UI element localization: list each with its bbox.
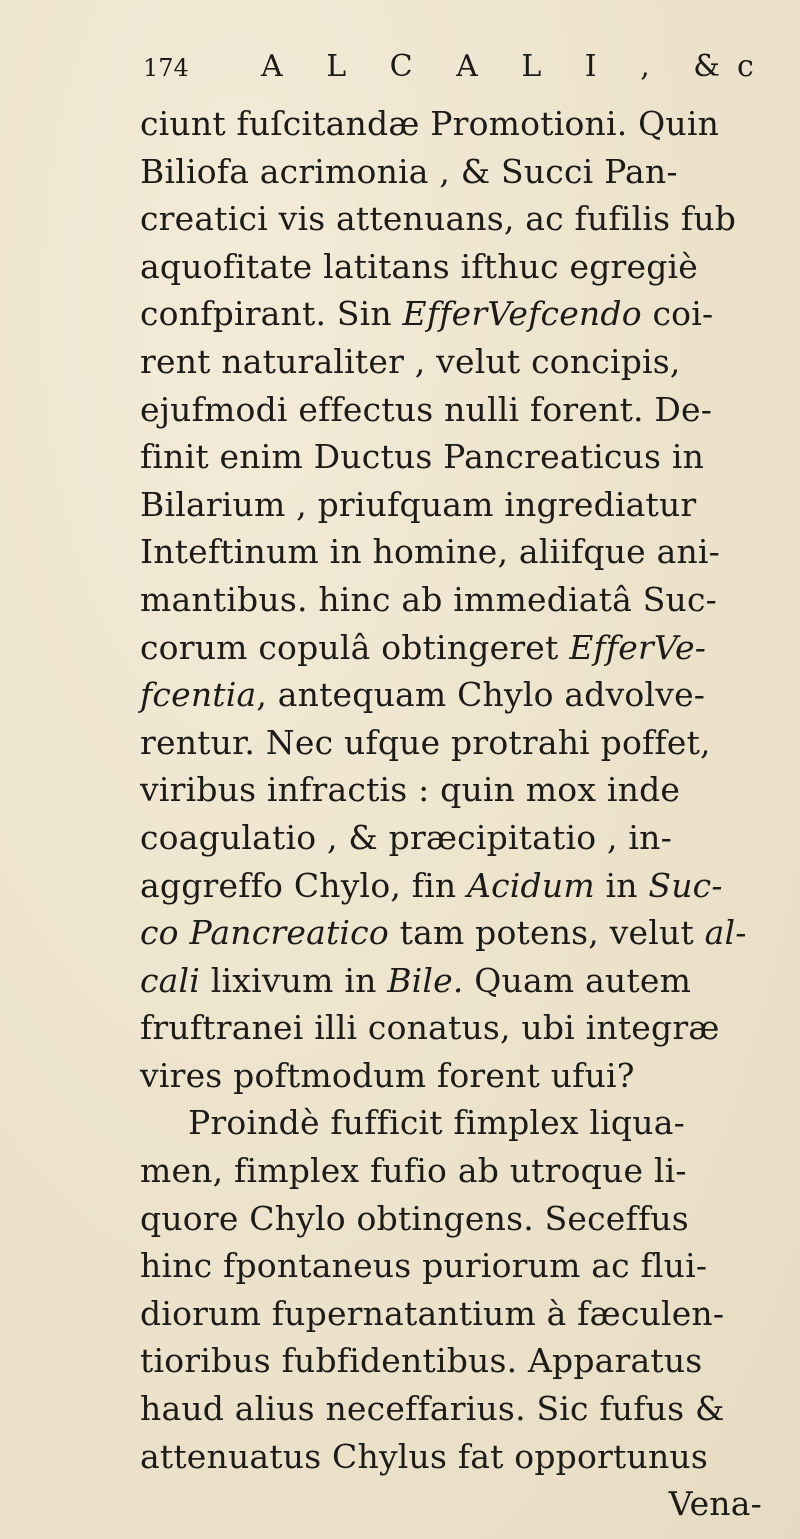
text-line <box>140 1433 790 1481</box>
text-line <box>140 100 790 148</box>
text-line <box>140 290 790 338</box>
text-line <box>140 862 790 910</box>
text-run: vires poftmodum forent ufui? <box>140 1055 635 1095</box>
text-run: tam potens, velut <box>388 913 705 953</box>
text-run: ciunt fuſcitandæ Promotioni. Quin <box>140 104 720 143</box>
text-line <box>140 1099 790 1147</box>
text-line <box>140 1337 790 1385</box>
text-line <box>140 386 790 434</box>
text-line <box>140 1147 790 1195</box>
text-line <box>140 1242 790 1290</box>
text-line <box>140 814 790 862</box>
text-line <box>140 338 790 386</box>
text-run: finit enim Ductus Pancreaticus in <box>140 437 705 477</box>
text-run: aquofitate latitans ifthuc egregiè <box>140 246 699 286</box>
text-line <box>140 624 790 672</box>
text-run: coagulatio , & præcipitatio , in- <box>140 817 672 857</box>
page-number: 174 <box>143 54 189 82</box>
text-line <box>140 719 790 767</box>
text-line <box>140 1290 790 1338</box>
text-run: in <box>594 865 649 905</box>
text-line <box>140 1195 790 1243</box>
italic-word: EfferVefcendo <box>402 294 642 334</box>
running-head <box>143 42 771 92</box>
text-run: Vena- <box>668 1484 762 1524</box>
text-run: Bilarium , priufquam ingrediatur <box>140 484 697 524</box>
text-line <box>140 766 790 814</box>
text-run: confpirant. Sin <box>140 294 403 334</box>
text-run: viribus infractis : quin mox inde <box>140 770 681 810</box>
text-run: rent naturaliter , velut concipis, <box>140 341 681 381</box>
text-run: lixivum in <box>200 960 388 1000</box>
text-line <box>140 1480 790 1528</box>
text-run: haud alius neceffarius. Sic fufus & <box>140 1389 725 1429</box>
text-run: coi- <box>641 294 714 334</box>
text-line <box>140 576 790 624</box>
text-run: quore Chylo obtingens. Seceffus <box>140 1198 689 1238</box>
text-run: corum copulâ obtingeret <box>140 627 570 667</box>
italic-word: Bile. <box>387 960 464 1000</box>
italic-word: co Pancreatico <box>140 913 389 953</box>
text-run: creatici vis attenuans, ac fufilis fub <box>140 199 737 239</box>
italic-word: fcentia <box>140 675 257 715</box>
text-line <box>140 909 790 957</box>
text-line <box>140 148 790 196</box>
text-run: Biliofa acrimonia , & Succi Pan- <box>140 151 678 191</box>
text-line <box>140 1385 790 1433</box>
text-run: rentur. Nec ufque protrahi poffet, <box>140 722 711 762</box>
italic-word: EfferVe- <box>569 627 707 667</box>
text-run: ejufmodi effectus nulli forent. De- <box>140 389 713 429</box>
text-line <box>140 433 790 481</box>
text-run: fruftranei illi conatus, ubi integræ <box>140 1008 720 1048</box>
text-run: , antequam Chylo advolve- <box>256 675 706 715</box>
text-line <box>140 195 790 243</box>
text-run: Quam autem <box>463 960 692 1000</box>
running-title: A L C A L I , &c <box>261 49 771 84</box>
text-line <box>140 1004 790 1052</box>
text-line <box>140 957 790 1005</box>
italic-word: al- <box>704 913 747 953</box>
italic-word: Suc- <box>648 865 723 905</box>
text-line <box>140 528 790 576</box>
text-run: mantibus. hinc ab immediatâ Suc- <box>140 579 717 619</box>
text-line <box>140 481 790 529</box>
text-run: hinc fpontaneus puriorum ac flui- <box>140 1246 708 1286</box>
text-run: attenuatus Chylus fat opportunus <box>140 1436 708 1476</box>
italic-word: Acidum <box>467 865 595 905</box>
text-line <box>140 1052 790 1100</box>
text-run: diorum fupernatantium à fæculen- <box>140 1293 725 1333</box>
text-run: tioribus fubfidentibus. Apparatus <box>140 1341 703 1381</box>
text-run: aggreffo Chylo, fin <box>140 865 468 905</box>
italic-word: cali <box>140 960 201 1000</box>
body-text <box>140 100 790 1528</box>
text-line <box>140 243 790 291</box>
text-run: Inteftinum in homine, aliifque ani- <box>140 532 721 572</box>
text-line <box>140 671 790 719</box>
text-run: men, fimplex fufio ab utroque li- <box>140 1151 687 1191</box>
text-run: Proindè fufficit fimplex liqua- <box>188 1103 685 1143</box>
